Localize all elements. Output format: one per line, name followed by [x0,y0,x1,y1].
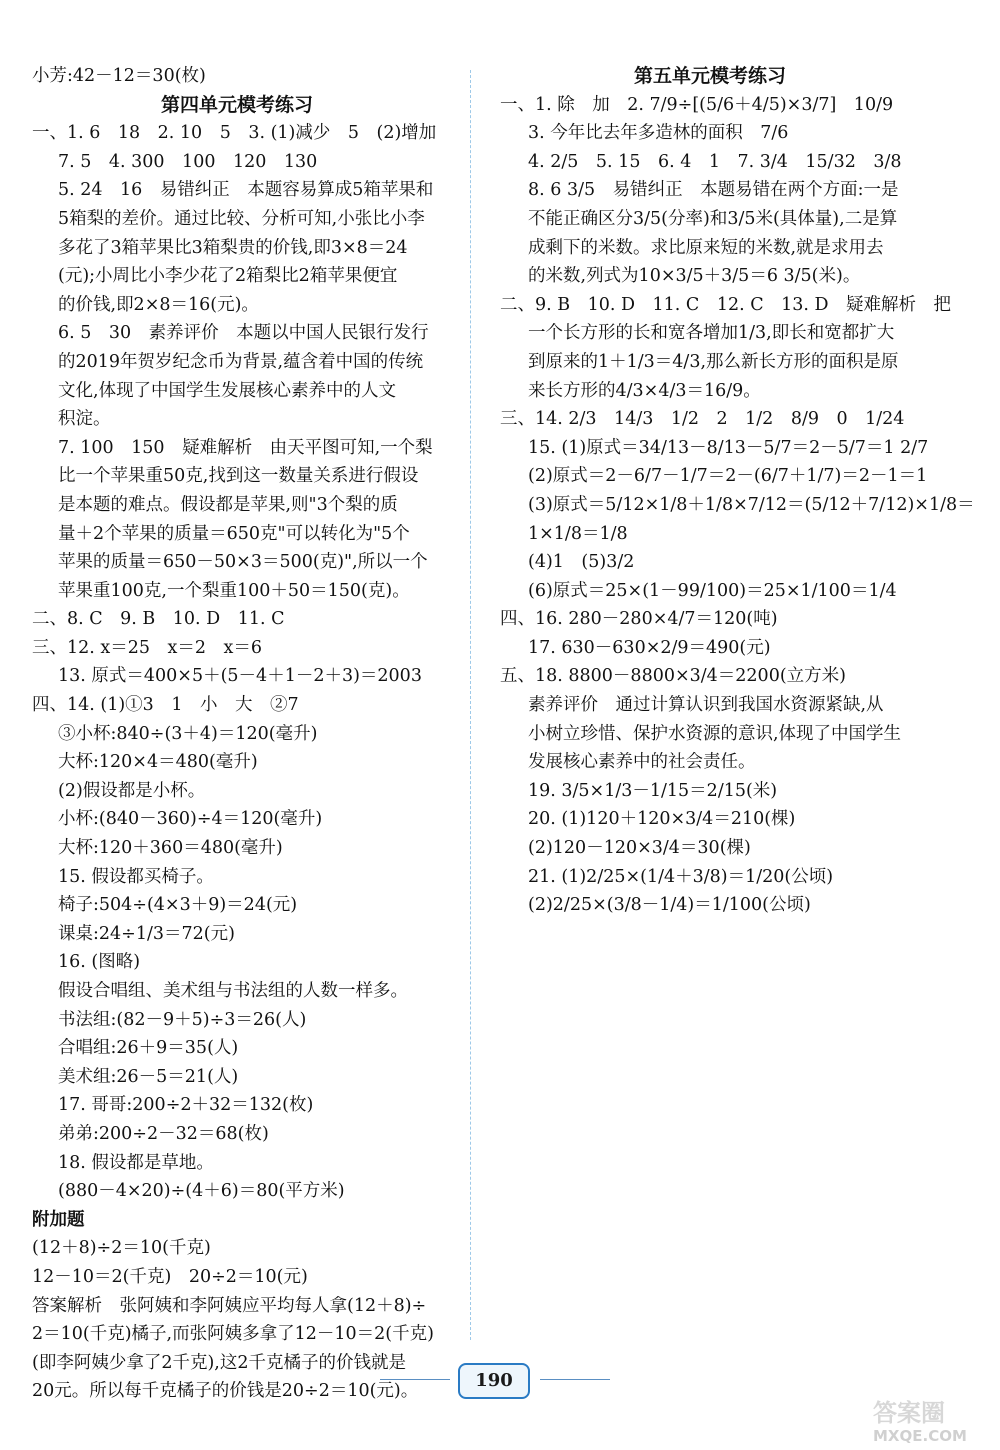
answer-line: 大杯:120×4＝480(毫升) [58,752,258,773]
left-column [32,62,442,1406]
answer-line: 来长方形的4/3×4/3＝16/9。 [528,380,761,401]
answer-line: 21. (1)2/25×(1/4＋3/8)＝1/20(公顷) [528,866,834,887]
answer-line: 积淀。 [58,409,111,430]
answer-line: 假设合唱组、美术组与书法组的人数一样多。 [58,981,408,1001]
answer-line: 13. 原式＝400×5＋(5－4＋1－2＋3)＝2003 [58,666,422,687]
section-title: 第五单元模考练习 [633,65,786,87]
answer-line: 一个长方形的长和宽各增加1/3,即长和宽都扩大 [528,323,895,344]
answer-line: 四、16. 280－280×4/7＝120(吨) [500,609,778,630]
answer-line: (12＋8)÷2＝10(千克) [32,1238,211,1259]
answer-line: 到原来的1＋1/3＝4/3,那么新长方形的面积是原 [528,351,899,372]
answer-line: ③小杯:840÷(3＋4)＝120(毫升) [58,723,318,744]
answer-line: 15. (1)原式＝34/13－8/13－5/7＝2－5/7＝1 2/7 [528,437,929,458]
answer-line: 20元。所以每千克橘子的价钱是20÷2＝10(元)。 [32,1381,419,1402]
answer-line: (4)1 (5)3/2 [528,552,635,573]
answer-line: 课桌:24÷1/3＝72(元) [58,923,235,944]
answer-line: 文化,体现了中国学生发展核心素养中的人文 [58,380,397,401]
answer-line: 附加题 [32,1209,85,1230]
answer-line: 素养评价 通过计算认识到我国水资源紧缺,从 [528,695,884,716]
answer-line: (2)原式＝2－6/7－1/7＝2－(6/7＋1/7)＝2－1＝1 [528,466,928,487]
answer-line: 多花了3箱苹果比3箱梨贵的价钱,即3×8＝24 [58,237,408,258]
answer-line: 2＝10(千克)橘子,而张阿姨多拿了12－10＝2(千克) [32,1324,434,1345]
answer-line: (2)120－120×3/4＝30(棵) [528,838,751,859]
answer-line: 8. 6 3/5 易错纠正 本题易错在两个方面:一是 [528,180,899,201]
answer-line: 的2019年贺岁纪念币为背景,蕴含着中国的传统 [58,351,424,372]
answer-line: 答案解析 张阿姨和李阿姨应平均每人拿(12＋8)÷ [32,1295,427,1316]
answer-line: 7. 5 4. 300 100 120 130 [58,151,318,172]
answer-line: (2)假设都是小杯。 [58,780,206,801]
answer-line: 量＋2个苹果的质量＝650克"可以转化为"5个 [58,523,410,544]
right-column [500,62,975,920]
answer-line: 书法组:(82－9＋5)÷3＝26(人) [58,1009,307,1030]
watermark-text: MXQE.COM [873,1427,967,1445]
answer-line: 苹果重100克,一个梨重100＋50＝150(克)。 [58,580,410,601]
answer-line: 15. 假设都买椅子。 [58,866,214,887]
answer-line: 成剩下的米数。求比原来短的米数,就是求用去 [528,237,884,258]
answer-line: 16. (图略) [58,952,141,973]
answer-line: 一、1. 除 加 2. 7/9÷[(5/6＋4/5)×3/7] 10/9 [500,94,894,115]
answer-line: 1×1/8＝1/8 [528,523,628,544]
answer-line: (即李阿姨少拿了2千克),这2千克橘子的价钱就是 [32,1352,406,1373]
answer-line: 是本题的难点。假设都是苹果,则"3个梨的质 [58,494,398,515]
answer-line: (2)2/25×(3/8－1/4)＝1/100(公顷) [528,895,811,916]
answer-line: 三、14. 2/3 14/3 1/2 2 1/2 8/9 0 1/24 [500,409,905,430]
answer-line: 4. 2/5 5. 15 6. 4 1 7. 3/4 15/32 3/8 [528,151,902,172]
answer-line: 5箱梨的差价。通过比较、分析可知,小张比小李 [58,208,425,229]
answer-line: 苹果的质量＝650－50×3＝500(克)",所以一个 [58,552,428,573]
answer-line: 20. (1)120＋120×3/4＝210(棵) [528,809,796,830]
answer-line: 三、12. x＝25 x＝2 x＝6 [32,637,263,658]
answer-line: 合唱组:26＋9＝35(人) [58,1038,239,1059]
column-divider [470,70,471,1340]
answer-line: 四、14. (1)①3 1 小 大 ②7 [32,695,299,716]
footer-rule-right [540,1379,610,1380]
answer-line: 18. 假设都是草地。 [58,1152,214,1173]
answer-line: 二、8. C 9. B 10. D 11. C [32,609,285,630]
page-footer [0,1360,1000,1400]
footer-rule-left [380,1379,450,1380]
page-number: 190 [458,1363,530,1399]
answer-line: 3. 今年比去年多造林的面积 7/6 [528,123,789,144]
answer-line: 五、18. 8800－8800×3/4＝2200(立方米) [500,666,846,687]
answer-line: 弟弟:200÷2－32＝68(枚) [58,1123,269,1144]
answer-line: 不能正确区分3/5(分率)和3/5米(具体量),二是算 [528,208,898,229]
answer-line: 17. 哥哥:200÷2＋32＝132(枚) [58,1095,314,1116]
section-title: 第四单元模考练习 [160,93,313,116]
answer-line: 二、9. B 10. D 11. C 12. C 13. D 疑难解析 把 [500,294,952,315]
answer-line: 7. 100 150 疑难解析 由天平图可知,一个梨 [58,437,433,458]
answer-line: (元);小周比小李少花了2箱梨比2箱苹果便宜 [58,266,398,287]
answer-line: 17. 630－630×2/9＝490(元) [528,637,771,658]
answer-line: (6)原式＝25×(1－99/100)＝25×1/100＝1/4 [528,580,897,601]
answer-line: 小芳:42－12＝30(枚) [32,66,206,86]
answer-line: 发展核心素养中的社会责任。 [528,752,756,773]
answer-line: 6. 5 30 素养评价 本题以中国人民银行发行 [58,323,429,344]
answer-line: 的价钱,即2×8＝16(元)。 [58,294,259,315]
answer-line: 小杯:(840－360)÷4＝120(毫升) [58,809,323,830]
answer-line: 5. 24 16 易错纠正 本题容易算成5箱苹果和 [58,180,434,201]
answer-line: 一、1. 6 18 2. 10 5 3. (1)减少 5 (2)增加 [32,123,437,144]
answer-line: 美术组:26－5＝21(人) [58,1066,239,1087]
answer-line: 19. 3/5×1/3－1/15＝2/15(米) [528,780,778,801]
answer-line: (3)原式＝5/12×1/8＋1/8×7/12＝(5/12＋7/12)×1/8＝ [528,494,975,515]
watermark-logo [865,1395,995,1445]
answer-line: 12－10＝2(千克) 20÷2＝10(元) [32,1266,308,1287]
answer-line: 椅子:504÷(4×3＋9)＝24(元) [58,895,298,916]
svg-text:答案圈: 答案圈 [873,1399,945,1427]
answer-line: 大杯:120＋360＝480(毫升) [58,838,283,859]
answer-line: (880－4×20)÷(4＋6)＝80(平方米) [58,1181,345,1202]
answer-line: 小树立珍惜、保护水资源的意识,体现了中国学生 [528,723,902,744]
answer-line: 的米数,列式为10×3/5＋3/5＝6 3/5(米)。 [528,266,861,287]
answer-line: 比一个苹果重50克,找到这一数量关系进行假设 [58,466,419,487]
